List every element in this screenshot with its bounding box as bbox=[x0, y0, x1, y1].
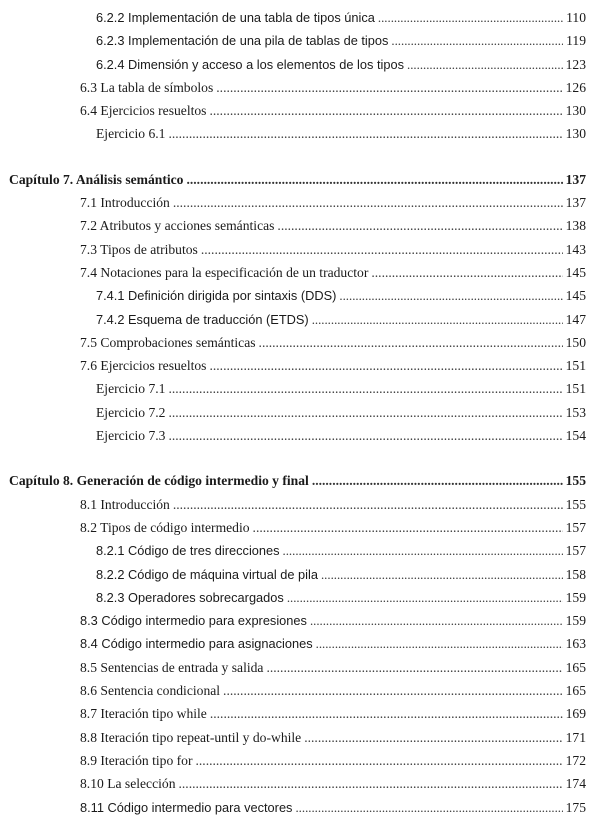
toc-chapter-8[interactable] bbox=[0, 469, 600, 492]
dot-leader bbox=[310, 610, 563, 633]
toc-entry-page: 145 bbox=[565, 288, 586, 304]
toc-entry-page: 155 bbox=[565, 496, 586, 512]
toc-entry-6-2-2[interactable] bbox=[0, 6, 600, 29]
toc-entry-6-4[interactable] bbox=[0, 99, 600, 122]
toc-entry-page: 165 bbox=[565, 659, 586, 675]
toc-entry-title: 7.1 Introducción bbox=[80, 195, 170, 211]
toc-entry-page: 151 bbox=[565, 381, 586, 397]
dot-leader bbox=[186, 168, 562, 191]
dot-leader bbox=[168, 122, 562, 145]
dot-leader bbox=[209, 354, 562, 377]
toc-entry-title: 8.3 Código intermedio para expresiones bbox=[80, 613, 307, 629]
toc-entry-8-7[interactable] bbox=[0, 702, 600, 725]
toc-entry-page: 147 bbox=[565, 311, 586, 327]
dot-leader bbox=[168, 377, 562, 400]
dot-leader bbox=[287, 587, 563, 610]
toc-entry-title: Ejercicio 7.2 bbox=[96, 404, 166, 420]
toc-entry-8-8[interactable] bbox=[0, 726, 600, 749]
toc-entry-title: 8.2 Tipos de código intermedio bbox=[80, 519, 250, 535]
dot-leader bbox=[173, 191, 563, 214]
toc-entry-title: 8.8 Iteración tipo repeat-until y do-while bbox=[80, 729, 302, 745]
toc-entry-7-3[interactable] bbox=[0, 238, 600, 261]
toc-entry-page: 165 bbox=[565, 683, 586, 699]
toc-entry-7-1[interactable] bbox=[0, 191, 600, 214]
toc-entry-page: 163 bbox=[565, 636, 586, 652]
dot-leader bbox=[201, 238, 563, 261]
toc-entry-title: Ejercicio 7.3 bbox=[96, 428, 166, 444]
toc-entry-ejercicio-7-1[interactable] bbox=[0, 377, 600, 400]
toc-entry-8-5[interactable] bbox=[0, 656, 600, 679]
toc-entry-page: 145 bbox=[565, 264, 586, 280]
toc-entry-page: 157 bbox=[565, 543, 586, 559]
toc-chapter-title: Capítulo 8. Generación de código intermedio y final bbox=[9, 473, 309, 489]
toc-entry-6-2-3[interactable] bbox=[0, 29, 600, 52]
toc-entry-title: 6.2.3 Implementación de una pila de tablas de tipos bbox=[96, 33, 389, 49]
toc-entry-8-2-2[interactable] bbox=[0, 563, 600, 586]
dot-leader bbox=[259, 331, 563, 354]
dot-leader bbox=[312, 309, 563, 332]
toc-entry-title: 8.7 Iteración tipo while bbox=[80, 706, 207, 722]
toc-entry-7-5[interactable] bbox=[0, 331, 600, 354]
toc-entry-title: 7.3 Tipos de atributos bbox=[80, 241, 198, 257]
toc-entry-page: 119 bbox=[566, 33, 586, 49]
toc-entry-title: 7.6 Ejercicios resueltos bbox=[80, 358, 207, 374]
toc-entry-title: 6.3 La tabla de símbolos bbox=[80, 79, 214, 95]
toc-entry-page: 150 bbox=[565, 334, 586, 350]
toc-entry-title: 7.4.1 Definición dirigida por sintaxis (DDS) bbox=[96, 288, 337, 304]
dot-leader bbox=[277, 214, 562, 237]
toc-entry-8-2-1[interactable] bbox=[0, 539, 600, 562]
toc-entry-page: 138 bbox=[565, 218, 586, 234]
toc-entry-page: 110 bbox=[566, 10, 586, 25]
toc-entry-title: 7.4 Notaciones para la especificación de un traductor bbox=[80, 264, 369, 280]
toc-entry-page: 172 bbox=[565, 752, 586, 768]
toc-entry-8-2[interactable] bbox=[0, 516, 600, 539]
toc-entry-7-6[interactable] bbox=[0, 354, 600, 377]
toc-entry-title: 7.2 Atributos y acciones semánticas bbox=[80, 218, 275, 234]
toc-entry-page: 157 bbox=[565, 519, 586, 535]
toc-entry-page: 154 bbox=[565, 428, 586, 444]
dot-leader bbox=[407, 54, 563, 77]
dot-leader bbox=[321, 564, 563, 587]
toc-entry-page: 130 bbox=[565, 103, 586, 119]
toc-entry-page: 171 bbox=[565, 729, 586, 745]
toc-entry-8-11[interactable] bbox=[0, 796, 600, 819]
toc-entry-8-10[interactable] bbox=[0, 772, 600, 795]
dot-leader bbox=[253, 516, 563, 539]
toc-entry-title: 6.2.2 Implementación de una tabla de tipos única bbox=[96, 10, 375, 25]
toc-entry-title: 8.2.1 Código de tres direcciones bbox=[96, 543, 280, 559]
dot-leader bbox=[210, 702, 563, 725]
dot-leader bbox=[371, 261, 562, 284]
toc-entry-title: Ejercicio 6.1 bbox=[96, 126, 166, 142]
toc-chapter-title: Capítulo 7. Análisis semántico bbox=[9, 171, 184, 187]
toc-entry-page: 130 bbox=[565, 126, 586, 142]
toc-entry-title: 8.11 Código intermedio para vectores bbox=[80, 799, 293, 815]
dot-leader bbox=[196, 749, 563, 772]
toc-entry-title: 7.4.2 Esquema de traducción (ETDS) bbox=[96, 311, 309, 327]
toc-entry-ejercicio-7-3[interactable] bbox=[0, 424, 600, 447]
dot-leader bbox=[266, 656, 562, 679]
toc-entry-8-1[interactable] bbox=[0, 493, 600, 516]
dot-leader bbox=[295, 797, 562, 820]
toc-entry-title: 8.1 Introducción bbox=[80, 496, 170, 512]
toc-entry-title: 8.5 Sentencias de entrada y salida bbox=[80, 659, 264, 675]
toc-entry-title: 8.10 La selección bbox=[80, 776, 176, 792]
dot-leader bbox=[312, 469, 563, 492]
toc-entry-page: 153 bbox=[565, 404, 586, 420]
toc-entry-ejercicio-6-1[interactable] bbox=[0, 122, 600, 145]
toc-entry-title: 6.2.4 Dimensión y acceso a los elementos de los tipos bbox=[96, 56, 405, 72]
toc-entry-title: 6.4 Ejercicios resueltos bbox=[80, 103, 207, 119]
dot-leader bbox=[316, 633, 563, 656]
toc-entry-page: 137 bbox=[565, 171, 586, 187]
toc-chapter-7[interactable] bbox=[0, 168, 600, 191]
toc-entry-page: 169 bbox=[565, 706, 586, 722]
dot-leader bbox=[209, 99, 562, 122]
toc-entry-page: 143 bbox=[565, 241, 586, 257]
toc-entry-8-3[interactable] bbox=[0, 609, 600, 632]
toc-entry-6-2-4[interactable] bbox=[0, 53, 600, 76]
dot-leader bbox=[168, 424, 562, 447]
toc-entry-title: 8.2.2 Código de máquina virtual de pila bbox=[96, 566, 318, 582]
toc-entry-ejercicio-7-2[interactable] bbox=[0, 401, 600, 424]
dot-leader bbox=[283, 540, 563, 563]
dot-leader bbox=[223, 679, 563, 702]
toc-entry-7-4[interactable] bbox=[0, 261, 600, 284]
table-of-contents bbox=[0, 6, 600, 819]
toc-entry-7-4-1[interactable] bbox=[0, 284, 600, 307]
dot-leader bbox=[339, 285, 562, 308]
toc-entry-8-9[interactable] bbox=[0, 749, 600, 772]
toc-entry-page: 126 bbox=[565, 79, 586, 95]
dot-leader bbox=[391, 30, 563, 53]
dot-leader bbox=[179, 772, 563, 795]
toc-entry-title: Ejercicio 7.1 bbox=[96, 381, 166, 397]
toc-entry-title: 8.2.3 Operadores sobrecargados bbox=[96, 589, 284, 605]
toc-entry-page: 175 bbox=[565, 799, 586, 815]
dot-leader bbox=[216, 76, 562, 99]
dot-leader bbox=[304, 726, 562, 749]
toc-entry-page: 137 bbox=[565, 195, 586, 211]
toc-entry-page: 159 bbox=[565, 589, 586, 605]
toc-entry-page: 151 bbox=[565, 358, 586, 374]
toc-entry-8-2-3[interactable] bbox=[0, 586, 600, 609]
toc-entry-page: 123 bbox=[565, 56, 586, 72]
toc-entry-page: 159 bbox=[565, 613, 586, 629]
toc-entry-title: 7.5 Comprobaciones semánticas bbox=[80, 334, 256, 350]
toc-entry-title: 8.9 Iteración tipo for bbox=[80, 752, 193, 768]
toc-entry-7-4-2[interactable] bbox=[0, 308, 600, 331]
toc-entry-8-6[interactable] bbox=[0, 679, 600, 702]
toc-entry-page: 158 bbox=[565, 566, 586, 582]
toc-entry-6-3[interactable] bbox=[0, 76, 600, 99]
dot-leader bbox=[168, 401, 562, 424]
toc-entry-page: 174 bbox=[565, 776, 586, 792]
dot-leader bbox=[378, 7, 563, 30]
toc-entry-title: 8.4 Código intermedio para asignaciones bbox=[80, 636, 313, 652]
toc-entry-page: 155 bbox=[565, 473, 586, 489]
dot-leader bbox=[173, 493, 563, 516]
toc-entry-title: 8.6 Sentencia condicional bbox=[80, 683, 221, 699]
toc-entry-8-4[interactable] bbox=[0, 632, 600, 655]
toc-entry-7-2[interactable] bbox=[0, 214, 600, 237]
